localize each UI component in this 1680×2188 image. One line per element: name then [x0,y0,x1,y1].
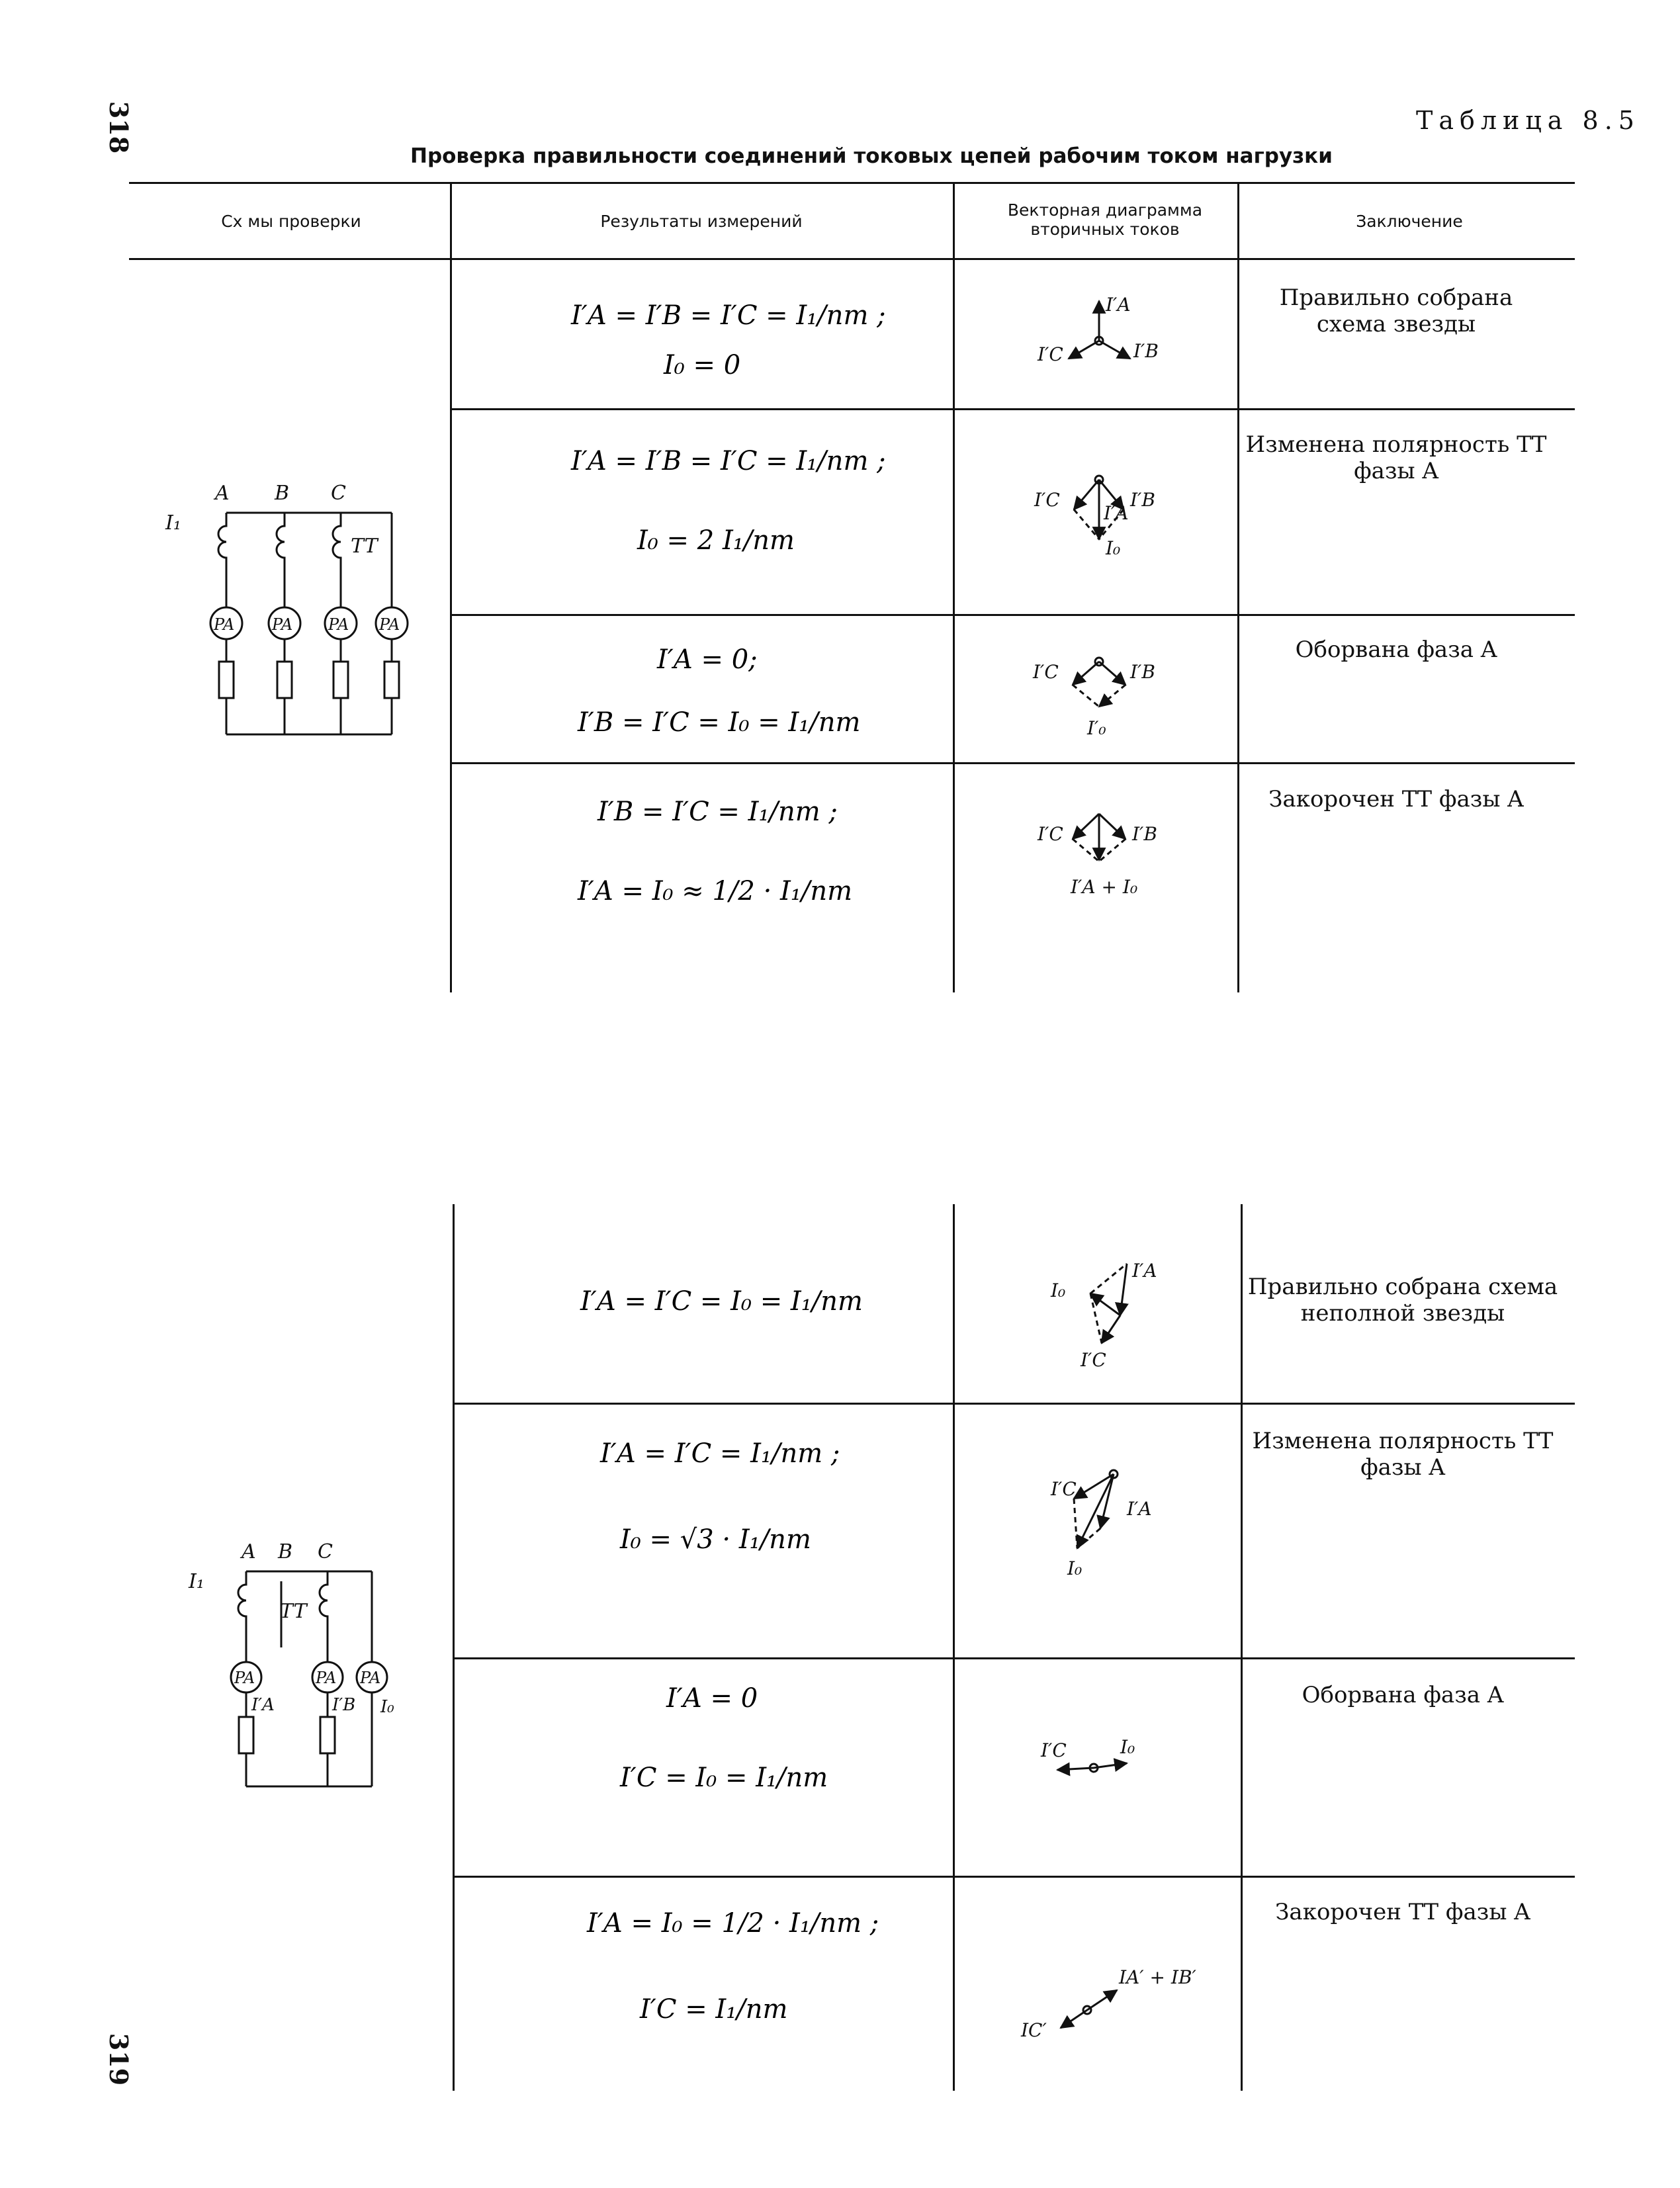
label-phase-b: B [278,1540,293,1563]
page-number-top: 318 [104,101,134,154]
formula-r3b: I′B = I′C = I₀ = I₁/nт [578,707,861,738]
meter-label: PA [379,615,400,634]
vector-star [1037,294,1159,365]
label-ic: I′C [1051,1478,1077,1500]
label-phase-a: A [242,1540,256,1563]
conclusion-row-3: Оборвана фаза A [1295,636,1497,663]
label-i0: I₀ [380,1697,394,1717]
label-i0: I₀ [1051,1280,1066,1301]
formula-r2a: I′A = I′B = I′C = I₁/nт ; [571,446,886,476]
label-ia-plus-ib: IA′ + IB′ [1119,1966,1196,1988]
vector-open-a-partial [1040,1736,1135,1772]
conclusion-row-4: Закорочен ТТ фазы A [1268,786,1524,812]
page-number-bottom: 319 [104,2033,134,2086]
formula-r4b: I′A = I₀ ≈ 1/2 · I₁/nт [578,876,853,906]
meter-label: PA [360,1669,381,1687]
formula-r8a: I′A = I₀ = 1/2 · I₁/nт ; [587,1908,879,1939]
formula-r7b: I′C = I₀ = I₁/nт [620,1763,828,1793]
label-ib: I′B [1130,489,1155,511]
meter-label: PA [272,615,293,634]
label-i0: I₀ [1067,1557,1083,1579]
label-ib: I′B [1132,823,1157,845]
vector-diagrams [955,258,1239,2111]
conclusion-row-8: Закорочен ТТ фазы A [1275,1899,1530,1925]
conclusion-row-2: Изменена полярность ТТ фазы A [1245,431,1547,484]
label-i1: I₁ [165,511,181,535]
scheme-bottom [185,1542,476,1839]
label-ia: I′A [1104,502,1129,524]
label-i0p: I′₀ [1087,717,1106,739]
label-ib: I′B [1130,661,1155,683]
conclusion-row-7: Оборвана фаза A [1302,1682,1504,1708]
label-ic-prime: IC′ [1021,2019,1047,2041]
meter-label: PA [214,615,235,634]
formula-r4a: I′B = I′C = I₁/nт ; [597,797,838,827]
label-ib: I′B [1133,340,1159,362]
load-resistors [239,1717,335,1753]
label-ic: I′C [1038,343,1063,365]
conclusion-row-1: Правильно собрана схема звезды [1279,284,1513,337]
label-ia: I′A [251,1695,275,1715]
formulas-top [452,258,955,986]
label-i0: I₀ [1106,537,1121,559]
label-ia-plus-i0: I′A + I₀ [1071,876,1138,898]
page-title: Проверка правильности соединений токовых цепей рабочим током нагрузки [410,144,1333,168]
vector-shorted-a [1037,814,1157,898]
vector-reversed-a [1034,476,1155,559]
label-ct: TT [280,1600,307,1623]
load-resistors [219,662,399,698]
label-phase-a: A [215,482,230,505]
header-results: Результаты измерений [600,212,803,231]
formula-r3a: I′A = 0; [657,644,758,675]
label-ic: I′C [1041,1739,1067,1761]
label-ic: I′C [1034,489,1060,511]
formula-r1b: I₀ = 0 [664,350,741,380]
header-scheme: Сх мы проверки [221,212,361,231]
formula-r6a: I′A = I′C = I₁/nт ; [600,1438,840,1469]
header-top-rule [129,182,1575,184]
formula-r2b: I₀ = 2 I₁/nт [637,525,795,556]
header-conclusion: Заключение [1356,212,1463,231]
header-vector-diagram: Векторная диаграмма вторичных токов [1007,200,1203,239]
label-ia: I′A [1106,294,1131,316]
meter-label: PA [316,1669,337,1687]
label-ia: I′A [1127,1498,1152,1520]
formula-r1a: I′A = I′B = I′C = I₁/nт ; [571,300,886,331]
ct-coils [218,513,341,571]
label-phase-c: C [331,482,346,505]
label-ic: I′C [1081,1349,1106,1371]
formulas-bottom [455,1204,957,2091]
label-ib: I′B [332,1695,356,1715]
label-i0: I₀ [1120,1736,1135,1758]
formula-r6b: I₀ = √3 · I₁/nт [620,1524,811,1555]
meter-label: PA [328,615,349,634]
vector-shorted-a-partial [1020,1966,1197,2041]
vector-open-a [1032,658,1155,739]
vector-open-delta-correct [1050,1260,1157,1371]
conclusion-row-5: Правильно собрана схема неполной звезды [1247,1274,1558,1327]
formula-r8b: I′C = I₁/nт [640,1994,788,2025]
label-ia: I′A [1132,1260,1157,1282]
label-i1: I₁ [189,1570,204,1593]
label-phase-b: B [275,482,290,505]
label-ic: I′C [1033,661,1059,683]
label-phase-c: C [318,1540,333,1563]
col-divider [1241,1204,1243,2091]
table-label: Таблица 8.5 [1416,106,1640,135]
label-ic: I′C [1038,823,1063,845]
formula-r7a: I′A = 0 [666,1683,758,1714]
ammeters [210,607,408,639]
formula-r5a: I′A = I′C = I₀ = I₁/nт [580,1286,863,1317]
meter-label: PA [234,1669,255,1687]
scheme-top [152,476,443,767]
label-ct: TT [351,535,378,558]
vector-open-delta-reversed [1050,1470,1152,1579]
conclusion-row-6: Изменена полярность ТТ фазы A [1252,1428,1554,1481]
